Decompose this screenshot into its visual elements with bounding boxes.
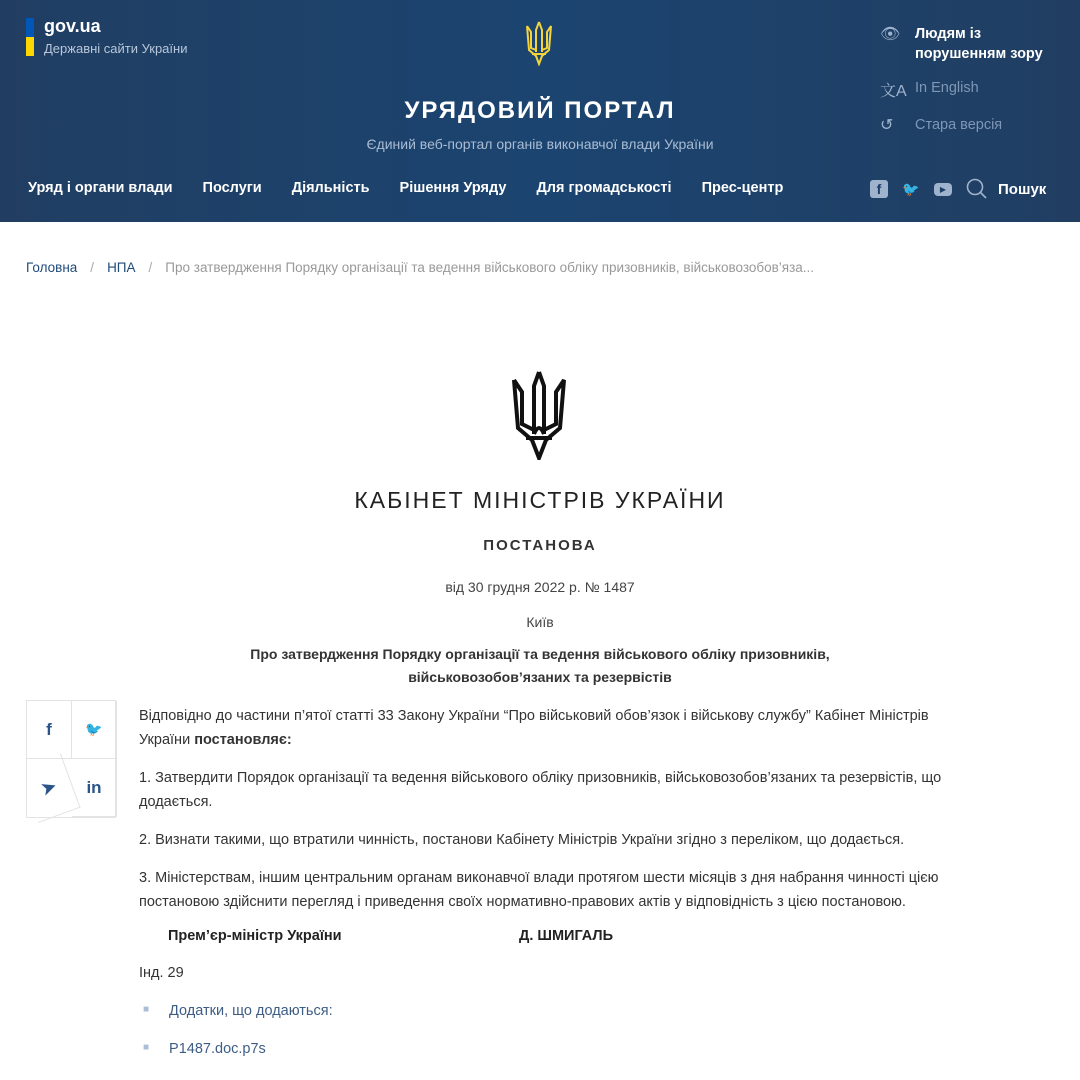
- nav-press[interactable]: Прес-центр: [701, 180, 784, 196]
- search-button[interactable]: Пошук: [966, 178, 1046, 200]
- item-3: 3. Міністерствам, іншим центральним органам виконавчої влади протягом шести місяців з дня набрання чинності цією постановою здійснити перегляд і приведення своїх нормативно-правових актів у відповідність з цією постановою.: [139, 870, 939, 910]
- portal-subtitle: Єдиний веб-портал органів виконавчої влади України: [366, 136, 714, 152]
- nav-government[interactable]: Уряд і органи влади: [28, 180, 173, 196]
- portal-title[interactable]: УРЯДОВИЙ ПОРТАЛ: [404, 97, 676, 124]
- preamble: Відповідно до частини п’ятої статті 33 Закону України “Про військовий обов’язок і військову службу” Кабінет Міністрів України постановляє:: [139, 708, 929, 748]
- share-twitter-icon[interactable]: 🐦: [72, 701, 117, 759]
- doc-city: Київ: [526, 614, 554, 630]
- history-icon: ↺: [880, 117, 894, 134]
- breadcrumb-separator: /: [90, 260, 95, 275]
- old-version-link[interactable]: ↺ Стара версія: [880, 117, 1003, 134]
- breadcrumb-home[interactable]: Головна: [26, 260, 78, 275]
- attachment-item[interactable]: ■ Додатки, що додаються:: [143, 1003, 333, 1019]
- gov-ua-subtitle: Державні сайти України: [44, 41, 188, 56]
- attachment-item[interactable]: ■ P1487.doc.p7s: [143, 1041, 266, 1057]
- eye-icon: 👁: [880, 26, 901, 43]
- english-link[interactable]: 文A In English: [880, 80, 979, 100]
- doc-index: Інд. 29: [139, 965, 184, 981]
- item-1: 1. Затвердити Порядок організації та ведення військового обліку призовників, військовозобов’язаних та резервістів, що додається.: [139, 770, 942, 810]
- coat-of-arms-icon: [510, 370, 568, 460]
- share-panel: [26, 700, 116, 818]
- doc-title-line2: військовозобов’язаних та резервістів: [408, 669, 672, 685]
- item-2: 2. Визнати такими, що втратили чинність, постанови Кабінету Міністрів України згідно з переліком, що додається.: [139, 832, 905, 848]
- nav-activity[interactable]: Діяльність: [291, 180, 370, 196]
- breadcrumb-npa[interactable]: НПА: [107, 260, 136, 275]
- doc-body: [139, 704, 969, 928]
- search-icon: [966, 178, 988, 200]
- doc-type: ПОСТАНОВА: [483, 537, 597, 554]
- twitter-icon[interactable]: 🐦: [902, 181, 920, 197]
- nav-decisions[interactable]: Рішення Уряду: [399, 180, 507, 196]
- breadcrumb-separator: /: [148, 260, 153, 275]
- ukraine-flag-icon: [26, 18, 34, 56]
- bullet: ■: [143, 1004, 150, 1015]
- translate-icon: 文A: [880, 83, 907, 100]
- breadcrumb: [26, 260, 814, 275]
- accessibility-link[interactable]: 👁 Людям із порушенням зору: [880, 26, 1043, 62]
- share-telegram-icon[interactable]: ➤: [18, 753, 80, 823]
- nav-services[interactable]: Послуги: [202, 180, 262, 196]
- main-nav: [28, 180, 783, 196]
- doc-date: від 30 грудня 2022 р. № 1487: [445, 579, 635, 595]
- site-header: [0, 0, 1080, 222]
- gov-ua-title: gov.ua: [44, 16, 101, 36]
- signer-name: Д. ШМИГАЛЬ: [519, 928, 614, 944]
- youtube-icon[interactable]: ▶: [934, 183, 952, 196]
- trident-icon: [524, 20, 554, 66]
- bullet: ■: [143, 1042, 150, 1053]
- breadcrumb-current: Про затвердження Порядку організації та ведення військового обліку призовників, військовозобов’яза...: [165, 260, 815, 275]
- doc-authority: КАБІНЕТ МІНІСТРІВ УКРАЇНИ: [354, 487, 726, 513]
- facebook-icon[interactable]: f: [870, 180, 888, 198]
- share-facebook-icon[interactable]: f: [27, 701, 72, 759]
- nav-public[interactable]: Для громадськості: [536, 180, 672, 196]
- share-linkedin-icon[interactable]: in: [72, 759, 117, 817]
- signer-title: Прем’єр-міністр України: [168, 928, 342, 944]
- doc-title-line1: Про затвердження Порядку організації та ведення військового обліку призовників,: [250, 646, 830, 662]
